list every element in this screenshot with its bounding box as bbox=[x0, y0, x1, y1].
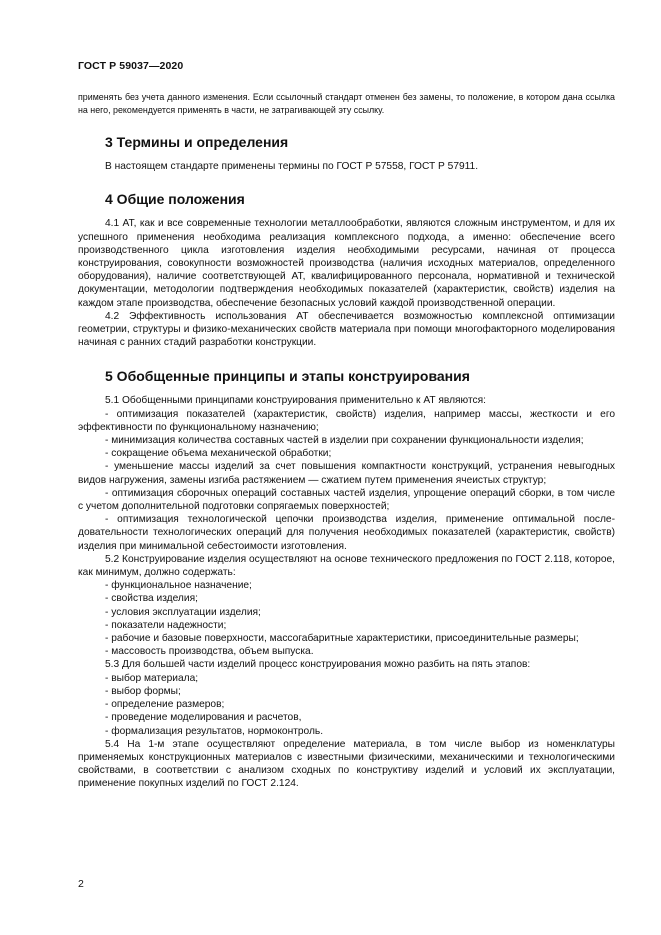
page-number: 2 bbox=[78, 878, 84, 890]
list-item: - выбор формы; bbox=[105, 685, 181, 697]
document-header: ГОСТ Р 59037—2020 bbox=[78, 60, 184, 72]
section-5-title: 5 Обобщенные принципы и этапы конструирования bbox=[105, 368, 470, 385]
list-item: - свойства изделия; bbox=[105, 593, 198, 605]
list-item: - показатели надежности; bbox=[105, 619, 227, 631]
section-3-text: В настоящем стандарте применены термины по ГОСТ Р 57558, ГОСТ Р 57911. bbox=[105, 161, 479, 173]
list-item: - рабочие и базовые поверхности, массогабаритные характеристики, присоединительные размеры; bbox=[105, 633, 579, 645]
document-body bbox=[78, 91, 615, 791]
list-item: - оптимизация показателей (характеристик, свойств) изделия, например массы, жесткости и его эффективности по функциональному назначению; bbox=[78, 408, 615, 433]
list-item: - формализация результатов, нормоконтроль. bbox=[105, 725, 324, 737]
clause-5-2: 5.2 Конструирование изделия осуществляют на основе технического предложения по ГОСТ 2.118, которое, как минимум, должно содержать: bbox=[78, 553, 615, 579]
section-4-title: 4 Общие положения bbox=[105, 191, 245, 208]
list-item: - уменьшение массы изделий за счет повышения компактности конструкций, устранения невыгодных видов нагружения, замены изгиба растяжением — сжатием путем применения ячеистых структур; bbox=[78, 461, 615, 486]
list-item: - оптимизация технологической цепочки производства изделия, применение оптимальной последовательности технологических операций для получения необходимых показателей (характеристик, свойств) изделия при минимальной себестоимости изготовления. bbox=[78, 514, 615, 552]
clause-5-3: 5.3 Для большей части изделий процесс конструирования можно разбить на пять этапов: bbox=[105, 659, 531, 671]
section-3-title: 3 Термины и определения bbox=[105, 134, 289, 151]
clause-4-1: 4.1 АТ, как и все современные технологии металлообработки, являются сложным инструментом, и для их успешного применения необходима реализация комплексного подхода, а именно: обеспечение всего производственного цикла изготовления изделия необходимыми ресурсами, начиная от процесса конструирования, совокупности возможностей производства (наличия исходных материалов, определенного оборудования), наличие соответствующей АТ, квалифицированного персонала, нормативной и технической документации, методологии подтверждения необходимых показателей (характеристик, свойств) изделия на каждом этапе производства, обеспечение безопасных условий каждой производственной операции. bbox=[78, 218, 615, 309]
clause-4-2: 4.2 Эффективность использования АТ обеспечивается возможностью комплексной оптимизации геометрии, структуры и физико-механических свойств материала при помощи многофакторного моделирования начиная с ранних стадий разработки конструкции. bbox=[78, 310, 615, 349]
list-item: - массовость производства, объем выпуска. bbox=[105, 646, 314, 658]
list-item: - сокращение объема механической обработки; bbox=[105, 448, 332, 460]
intro-continuation: применять без учета данного изменения. Если ссылочный стандарт отменен без замены, то положение, в котором дана ссылка на него, рекомендуется применять в части, не затрагивающей эту ссылку. bbox=[78, 92, 615, 115]
list-item: - минимизация количества составных частей в изделии при сохранении функциональности изделия; bbox=[105, 435, 584, 447]
list-item: - оптимизация сборочных операций составных частей изделия, упрощение операций сборки, в том числе с учетом дополнительной подготовки сопрягаемых поверхностей; bbox=[78, 487, 615, 513]
clause-5-1: 5.1 Обобщенными принципами конструирования применительно к АТ являются: bbox=[105, 395, 486, 407]
list-item: - проведение моделирования и расчетов, bbox=[105, 712, 302, 724]
list-item: - выбор материала; bbox=[105, 672, 199, 684]
list-item: - условия эксплуатации изделия; bbox=[105, 606, 261, 618]
list-item: - определение размеров; bbox=[105, 699, 225, 711]
list-item: - функциональное назначение; bbox=[105, 580, 252, 592]
clause-5-4: 5.4 На 1-м этапе осуществляют определение материала, в том числе выбор из номенклатуры применяемых конструкционных материалов с известными физическими, механическими и технологическими свойствами, в соответствии с анализом сходных по конструктиву изделий и условий их эксплуатации, применение покупных изделий по ГОСТ 2.124. bbox=[78, 738, 615, 790]
